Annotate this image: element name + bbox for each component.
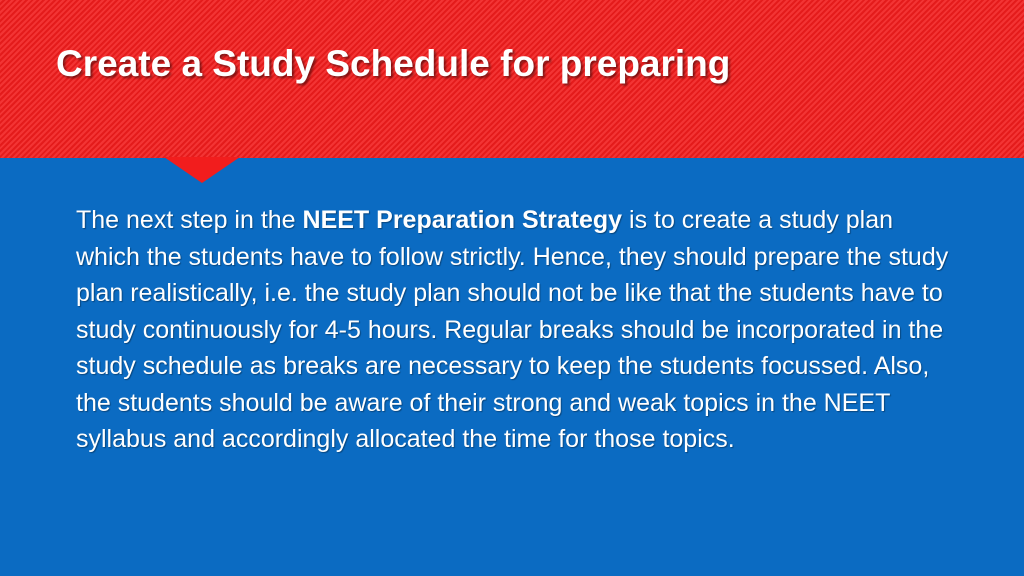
body-intro: The next step in the — [76, 206, 303, 234]
body-paragraph — [76, 202, 956, 458]
body-rest: is to create a study plan which the students have to follow strictly. Hence, they should prepare the study plan realistically, i.e. the study plan should not be like that the students have to study continuously for 4-5 hours. Regular breaks should be incorporated in the study schedule as breaks are necessary to keep the students focussed. Also, the students should be aware of their strong and weak topics in the NEET syllabus and accordingly allocated the time for those topics. — [76, 206, 949, 453]
body-highlight: NEET Preparation Strategy — [302, 206, 623, 234]
banner-pointer — [164, 157, 240, 183]
title-banner — [0, 0, 1024, 158]
slide-title: Create a Study Schedule for preparing — [56, 43, 731, 84]
